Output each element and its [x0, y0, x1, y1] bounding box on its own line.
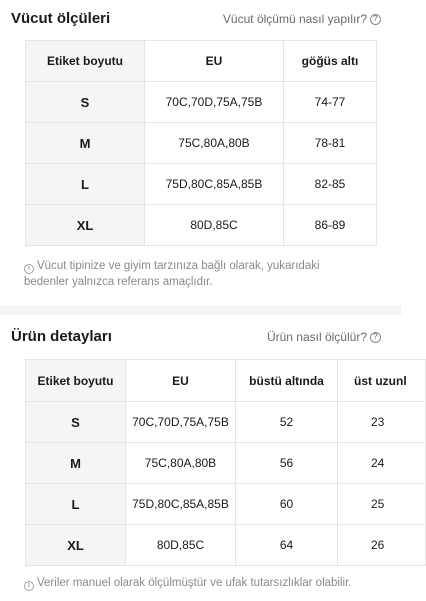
how-to-measure-body-label: Vücut ölçümü nasıl yapılır?	[222, 12, 367, 26]
size-label-cell: XL	[26, 525, 126, 566]
table-row	[26, 123, 377, 164]
body-reference-note	[24, 258, 320, 290]
table-row	[26, 402, 426, 443]
size-label-cell: L	[26, 484, 126, 525]
table-row	[26, 205, 377, 246]
product-measure-note	[24, 575, 351, 591]
question-circle-icon: ?	[370, 14, 381, 25]
table-row	[26, 443, 426, 484]
eu-cell: 70C,70D,75A,75B	[126, 402, 236, 443]
product-note-text: Veriler manuel olarak ölçülmüştür ve ufak tutarsızlıklar olabilir.	[37, 577, 352, 589]
eu-cell: 80D,85C	[126, 525, 236, 566]
table-header-row	[26, 360, 426, 402]
under-bust-cell: 52	[236, 402, 338, 443]
eu-cell: 80D,85C	[145, 205, 284, 246]
info-circle-icon: i	[24, 581, 34, 591]
table-row	[26, 82, 377, 123]
table-header-row	[26, 41, 377, 82]
info-circle-icon: i	[24, 264, 34, 274]
table-row	[26, 525, 426, 566]
column-header-top-length: üst uzunl	[338, 360, 426, 402]
section-divider	[0, 306, 401, 315]
product-size-table	[25, 359, 426, 566]
body-size-table	[25, 40, 377, 246]
under-bust-cell: 64	[236, 525, 338, 566]
eu-cell: 75D,80C,85A,85B	[126, 484, 236, 525]
underbust-cell: 82-85	[284, 164, 377, 205]
column-header-eu: EU	[145, 41, 284, 82]
size-label-cell: S	[26, 82, 145, 123]
size-label-cell: S	[26, 402, 126, 443]
underbust-cell: 78-81	[284, 123, 377, 164]
body-measurements-header	[0, 0, 401, 36]
table-row	[26, 164, 377, 205]
how-to-measure-product-label: Ürün nasıl ölçülür?	[266, 330, 367, 344]
question-circle-icon: ?	[370, 332, 381, 343]
eu-cell: 75C,80A,80B	[145, 123, 284, 164]
eu-cell: 70C,70D,75A,75B	[145, 82, 284, 123]
body-measurements-title: Vücut ölçüleri	[11, 10, 111, 27]
column-header-eu: EU	[126, 360, 236, 402]
body-note-line2: bedenler yalnızca referans amaçlıdır.	[24, 276, 213, 288]
size-label-cell: M	[26, 443, 126, 484]
body-note-line1: Vücut tipinize ve giyim tarzınıza bağlı olarak, yukarıdaki	[37, 260, 320, 272]
column-header-label-size: Etiket boyutu	[26, 41, 145, 82]
how-to-measure-product-link[interactable]	[267, 330, 381, 344]
column-header-label-size: Etiket boyutu	[26, 360, 126, 402]
top-length-cell: 26	[338, 525, 426, 566]
underbust-cell: 86-89	[284, 205, 377, 246]
under-bust-cell: 60	[236, 484, 338, 525]
how-to-measure-body-link[interactable]	[223, 12, 381, 26]
column-header-underbust: göğüs altı	[284, 41, 377, 82]
product-details-title: Ürün detayları	[11, 328, 112, 345]
product-details-header	[0, 322, 401, 358]
eu-cell: 75D,80C,85A,85B	[145, 164, 284, 205]
eu-cell: 75C,80A,80B	[126, 443, 236, 484]
under-bust-cell: 56	[236, 443, 338, 484]
top-length-cell: 25	[338, 484, 426, 525]
size-label-cell: XL	[26, 205, 145, 246]
top-length-cell: 23	[338, 402, 426, 443]
size-label-cell: L	[26, 164, 145, 205]
column-header-under-bust: büstü altında	[236, 360, 338, 402]
underbust-cell: 74-77	[284, 82, 377, 123]
top-length-cell: 24	[338, 443, 426, 484]
size-label-cell: M	[26, 123, 145, 164]
table-row	[26, 484, 426, 525]
